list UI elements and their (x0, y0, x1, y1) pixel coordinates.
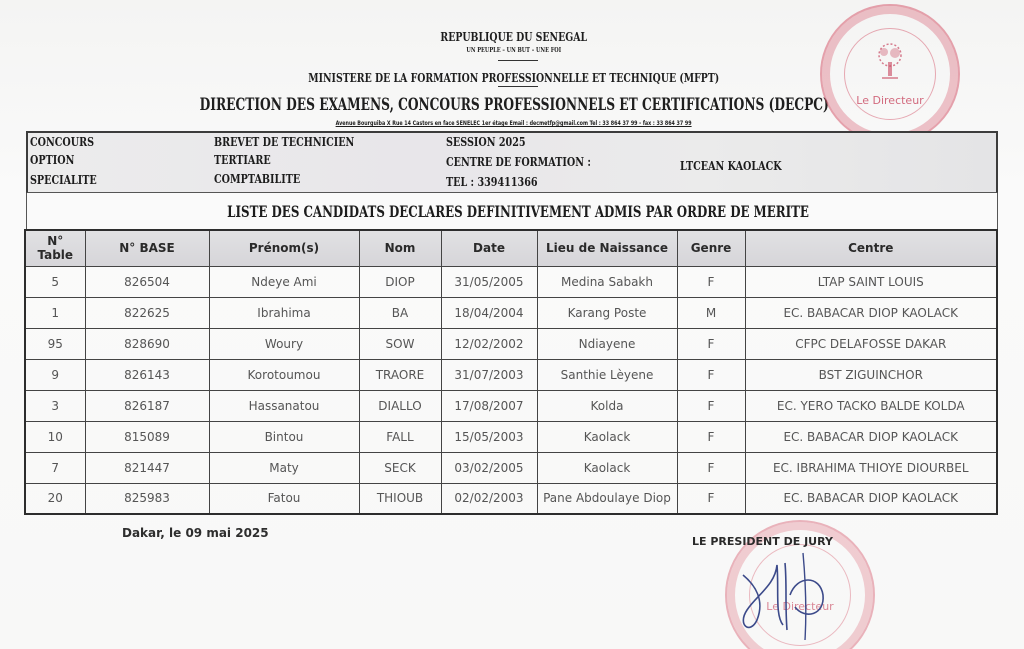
cell-n-base: 826187 (85, 390, 209, 421)
cell-genre: F (677, 452, 745, 483)
ministry-heading: MINISTERE DE LA FORMATION PROFESSIONNELLE ET TECHNIQUE (MFPT) (308, 71, 720, 85)
table-header-row (25, 230, 997, 266)
centre-value: LTCEAN KAOLACK (680, 159, 782, 173)
cell-prenom: Fatou (209, 483, 359, 514)
cell-date: 31/07/2003 (441, 359, 537, 390)
cell-date: 15/05/2003 (441, 421, 537, 452)
cell-nom: DIOP (359, 266, 441, 297)
cell-n-base: 828690 (85, 328, 209, 359)
table-row (25, 266, 997, 297)
cell-prenom: Ibrahima (209, 297, 359, 328)
cell-prenom: Hassanatou (209, 390, 359, 421)
cell-centre: CFPC DELAFOSSE DAKAR (745, 328, 997, 359)
col-header-nom: Nom (359, 230, 441, 266)
cell-centre: EC. IBRAHIMA THIOYE DIOURBEL (745, 452, 997, 483)
specialite-value: COMPTABILITE (214, 172, 301, 186)
col-header-n-base: N° BASE (85, 230, 209, 266)
cell-n-table: 10 (25, 421, 85, 452)
cell-nom: THIOUB (359, 483, 441, 514)
cell-lieu-naissance: Ndiayene (537, 328, 677, 359)
cell-n-table: 5 (25, 266, 85, 297)
cell-nom: SOW (359, 328, 441, 359)
cell-lieu-naissance: Kaolack (537, 452, 677, 483)
table-row (25, 359, 997, 390)
centre-tel: TEL : 339411366 (446, 175, 538, 189)
col-header-genre: Genre (677, 230, 745, 266)
cell-genre: F (677, 266, 745, 297)
cell-prenom: Ndeye Ami (209, 266, 359, 297)
cell-date: 02/02/2003 (441, 483, 537, 514)
cell-centre: LTAP SAINT LOUIS (745, 266, 997, 297)
table-row (25, 390, 997, 421)
cell-n-base: 826143 (85, 359, 209, 390)
cell-prenom: Maty (209, 452, 359, 483)
cell-genre: F (677, 359, 745, 390)
official-stamp (820, 4, 960, 144)
cell-genre: F (677, 328, 745, 359)
cell-genre: M (677, 297, 745, 328)
cell-nom: DIALLO (359, 390, 441, 421)
cell-genre: F (677, 390, 745, 421)
direction-heading: DIRECTION DES EXAMENS, CONCOURS PROFESSIONNELS ET CERTIFICATIONS (DECPC) (199, 95, 829, 115)
cell-n-table: 9 (25, 359, 85, 390)
signature-icon (735, 545, 845, 640)
table-row (25, 452, 997, 483)
cell-lieu-naissance: Kolda (537, 390, 677, 421)
cell-lieu-naissance: Medina Sabakh (537, 266, 677, 297)
header-divider (498, 86, 538, 87)
label-specialite: SPECIALITE (30, 173, 97, 187)
table-row (25, 297, 997, 328)
cell-n-table: 20 (25, 483, 85, 514)
cell-centre: EC. YERO TACKO BALDE KOLDA (745, 390, 997, 421)
cell-nom: BA (359, 297, 441, 328)
col-header-n-table: N° Table (25, 230, 85, 266)
cell-n-table: 3 (25, 390, 85, 421)
cell-nom: TRAORE (359, 359, 441, 390)
cell-n-base: 821447 (85, 452, 209, 483)
col-header-lieu-naissance: Lieu de Naissance (537, 230, 677, 266)
candidates-table (24, 229, 998, 515)
cell-date: 12/02/2002 (441, 328, 537, 359)
cell-nom: SECK (359, 452, 441, 483)
centre-label: CENTRE DE FORMATION : (446, 155, 591, 169)
concours-value: BREVET DE TECHNICIEN (214, 135, 355, 149)
cell-prenom: Korotoumou (209, 359, 359, 390)
col-header-centre: Centre (745, 230, 997, 266)
cell-nom: FALL (359, 421, 441, 452)
cell-centre: EC. BABACAR DIOP KAOLACK (745, 483, 997, 514)
cell-n-base: 825983 (85, 483, 209, 514)
cell-lieu-naissance: Kaolack (537, 421, 677, 452)
cell-n-base: 826504 (85, 266, 209, 297)
republic-heading: REPUBLIQUE DU SENEGAL (440, 30, 588, 44)
cell-centre: EC. BABACAR DIOP KAOLACK (745, 421, 997, 452)
table-row (25, 483, 997, 514)
jury-president-label: LE PRESIDENT DE JURY (692, 535, 833, 548)
cell-prenom: Woury (209, 328, 359, 359)
national-motto: UN PEUPLE – UN BUT – UNE FOI (466, 46, 562, 54)
table-row (25, 421, 997, 452)
list-title: LISTE DES CANDIDATS DECLARES DEFINITIVEMENT ADMIS PAR ORDRE DE MERITE (227, 202, 809, 221)
cell-genre: F (677, 483, 745, 514)
option-value: TERTIARE (214, 153, 271, 167)
stamp-label: Le Directeur (856, 94, 924, 107)
cell-centre: EC. BABACAR DIOP KAOLACK (745, 297, 997, 328)
cell-prenom: Bintou (209, 421, 359, 452)
address-line: Avenue Bourguiba X Rue 14 Castors en face SENELEC 1er étage Email : decmetfp@gmail.com Tel : 33 864 37 99 - fax : 33 864 37 99 (335, 120, 692, 127)
cell-date: 03/02/2005 (441, 452, 537, 483)
table-row (25, 328, 997, 359)
col-header-date: Date (441, 230, 537, 266)
cell-n-table: 95 (25, 328, 85, 359)
session: SESSION 2025 (446, 135, 526, 149)
cell-lieu-naissance: Santhie Lèyene (537, 359, 677, 390)
list-title-box (26, 193, 998, 233)
exam-info-box (26, 131, 998, 193)
baobab-tree-icon (873, 42, 907, 82)
stamp-label: Le Directeur (766, 600, 834, 613)
label-option: OPTION (30, 153, 75, 167)
cell-centre: BST ZIGUINCHOR (745, 359, 997, 390)
cell-lieu-naissance: Karang Poste (537, 297, 677, 328)
cell-lieu-naissance: Pane Abdoulaye Diop (537, 483, 677, 514)
label-concours: CONCOURS (30, 135, 95, 149)
signing-date: Dakar, le 09 mai 2025 (122, 526, 269, 540)
header-divider (498, 60, 538, 61)
cell-date: 31/05/2005 (441, 266, 537, 297)
cell-n-base: 822625 (85, 297, 209, 328)
col-header-prenom: Prénom(s) (209, 230, 359, 266)
cell-n-base: 815089 (85, 421, 209, 452)
cell-n-table: 7 (25, 452, 85, 483)
cell-n-table: 1 (25, 297, 85, 328)
cell-genre: F (677, 421, 745, 452)
cell-date: 17/08/2007 (441, 390, 537, 421)
cell-date: 18/04/2004 (441, 297, 537, 328)
